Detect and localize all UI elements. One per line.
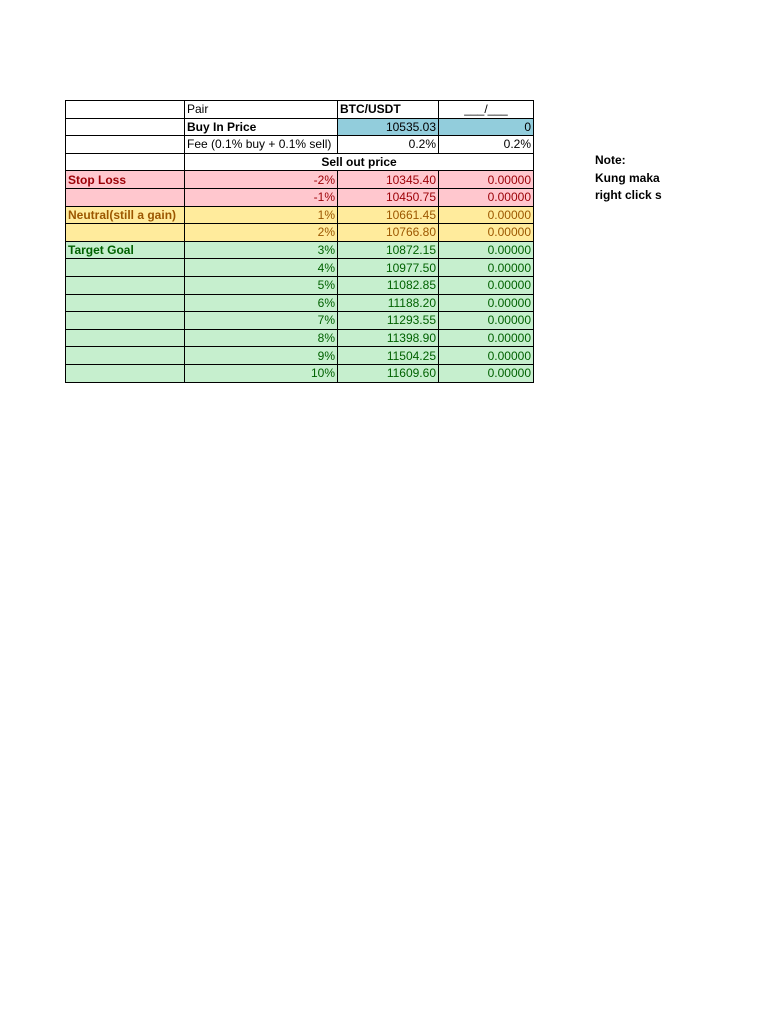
fee-row: [66, 136, 534, 154]
sell-price-cell[interactable]: 10872.15: [338, 241, 439, 259]
empty-cell[interactable]: [66, 118, 185, 136]
fee-custom-cell[interactable]: 0.2%: [439, 136, 534, 154]
sell-price-cell[interactable]: 11398.90: [338, 329, 439, 347]
empty-cell[interactable]: [66, 153, 185, 171]
percent-cell[interactable]: 2%: [185, 224, 338, 242]
sell-price-cell[interactable]: 10661.45: [338, 206, 439, 224]
table-row: [66, 224, 534, 242]
fee-value-cell[interactable]: 0.2%: [338, 136, 439, 154]
percent-cell[interactable]: 9%: [185, 347, 338, 365]
table-row: [66, 206, 534, 224]
sell-price-cell[interactable]: 11609.60: [338, 364, 439, 382]
empty-cell[interactable]: [66, 136, 185, 154]
table-row: [66, 312, 534, 330]
percent-cell[interactable]: -1%: [185, 188, 338, 206]
empty-cell[interactable]: [66, 101, 185, 119]
sell-price-cell[interactable]: 11082.85: [338, 276, 439, 294]
price-table: [65, 100, 534, 383]
percent-cell[interactable]: 8%: [185, 329, 338, 347]
level-label-cell[interactable]: Target Goal: [66, 241, 185, 259]
custom-price-cell[interactable]: 0.00000: [439, 347, 534, 365]
custom-price-cell[interactable]: 0.00000: [439, 294, 534, 312]
percent-cell[interactable]: 1%: [185, 206, 338, 224]
table-row: [66, 259, 534, 277]
custom-price-cell[interactable]: 0.00000: [439, 206, 534, 224]
pair-custom-cell[interactable]: ___/___: [439, 101, 534, 119]
note-line-2: right click s: [595, 188, 662, 202]
level-label-cell[interactable]: [66, 312, 185, 330]
table-row: [66, 364, 534, 382]
custom-price-cell[interactable]: 0.00000: [439, 329, 534, 347]
custom-price-cell[interactable]: 0.00000: [439, 224, 534, 242]
table-row: [66, 171, 534, 189]
custom-price-cell[interactable]: 0.00000: [439, 276, 534, 294]
sell-price-cell[interactable]: 11293.55: [338, 312, 439, 330]
level-label-cell[interactable]: [66, 276, 185, 294]
level-label-cell[interactable]: [66, 347, 185, 365]
table-row: [66, 276, 534, 294]
table-row: [66, 188, 534, 206]
sell-price-cell[interactable]: 10766.80: [338, 224, 439, 242]
custom-price-cell[interactable]: 0.00000: [439, 259, 534, 277]
percent-cell[interactable]: 3%: [185, 241, 338, 259]
pair-value-cell[interactable]: BTC/USDT: [338, 101, 439, 119]
note-title: Note:: [595, 153, 626, 167]
fee-label[interactable]: Fee (0.1% buy + 0.1% sell): [185, 136, 338, 154]
sell-price-cell[interactable]: 10345.40: [338, 171, 439, 189]
level-label-cell[interactable]: Neutral(still a gain): [66, 206, 185, 224]
sell-price-cell[interactable]: 11504.25: [338, 347, 439, 365]
buy-label[interactable]: Buy In Price: [185, 118, 338, 136]
sell-price-cell[interactable]: 10977.50: [338, 259, 439, 277]
table-row: [66, 347, 534, 365]
pair-label[interactable]: Pair: [185, 101, 338, 119]
sell-out-price-header[interactable]: Sell out price: [185, 153, 534, 171]
level-label-cell[interactable]: [66, 224, 185, 242]
level-label-cell[interactable]: [66, 294, 185, 312]
buy-row: [66, 118, 534, 136]
percent-cell[interactable]: 4%: [185, 259, 338, 277]
note-line-1: Kung maka: [595, 171, 660, 185]
buy-price-cell[interactable]: 10535.03: [338, 118, 439, 136]
table-row: [66, 241, 534, 259]
sell-header-row: [66, 153, 534, 171]
table-row: [66, 294, 534, 312]
table-row: [66, 329, 534, 347]
level-label-cell[interactable]: [66, 364, 185, 382]
level-label-cell[interactable]: [66, 259, 185, 277]
percent-cell[interactable]: 5%: [185, 276, 338, 294]
sell-price-cell[interactable]: 10450.75: [338, 188, 439, 206]
level-label-cell[interactable]: Stop Loss: [66, 171, 185, 189]
percent-cell[interactable]: 10%: [185, 364, 338, 382]
custom-price-cell[interactable]: 0.00000: [439, 171, 534, 189]
percent-cell[interactable]: 6%: [185, 294, 338, 312]
sell-price-cell[interactable]: 11188.20: [338, 294, 439, 312]
level-label-cell[interactable]: [66, 188, 185, 206]
custom-price-cell[interactable]: 0.00000: [439, 188, 534, 206]
custom-price-cell[interactable]: 0.00000: [439, 364, 534, 382]
buy-price-custom-cell[interactable]: 0: [439, 118, 534, 136]
custom-price-cell[interactable]: 0.00000: [439, 312, 534, 330]
percent-cell[interactable]: 7%: [185, 312, 338, 330]
custom-price-cell[interactable]: 0.00000: [439, 241, 534, 259]
level-label-cell[interactable]: [66, 329, 185, 347]
percent-cell[interactable]: -2%: [185, 171, 338, 189]
pair-row: [66, 101, 534, 119]
